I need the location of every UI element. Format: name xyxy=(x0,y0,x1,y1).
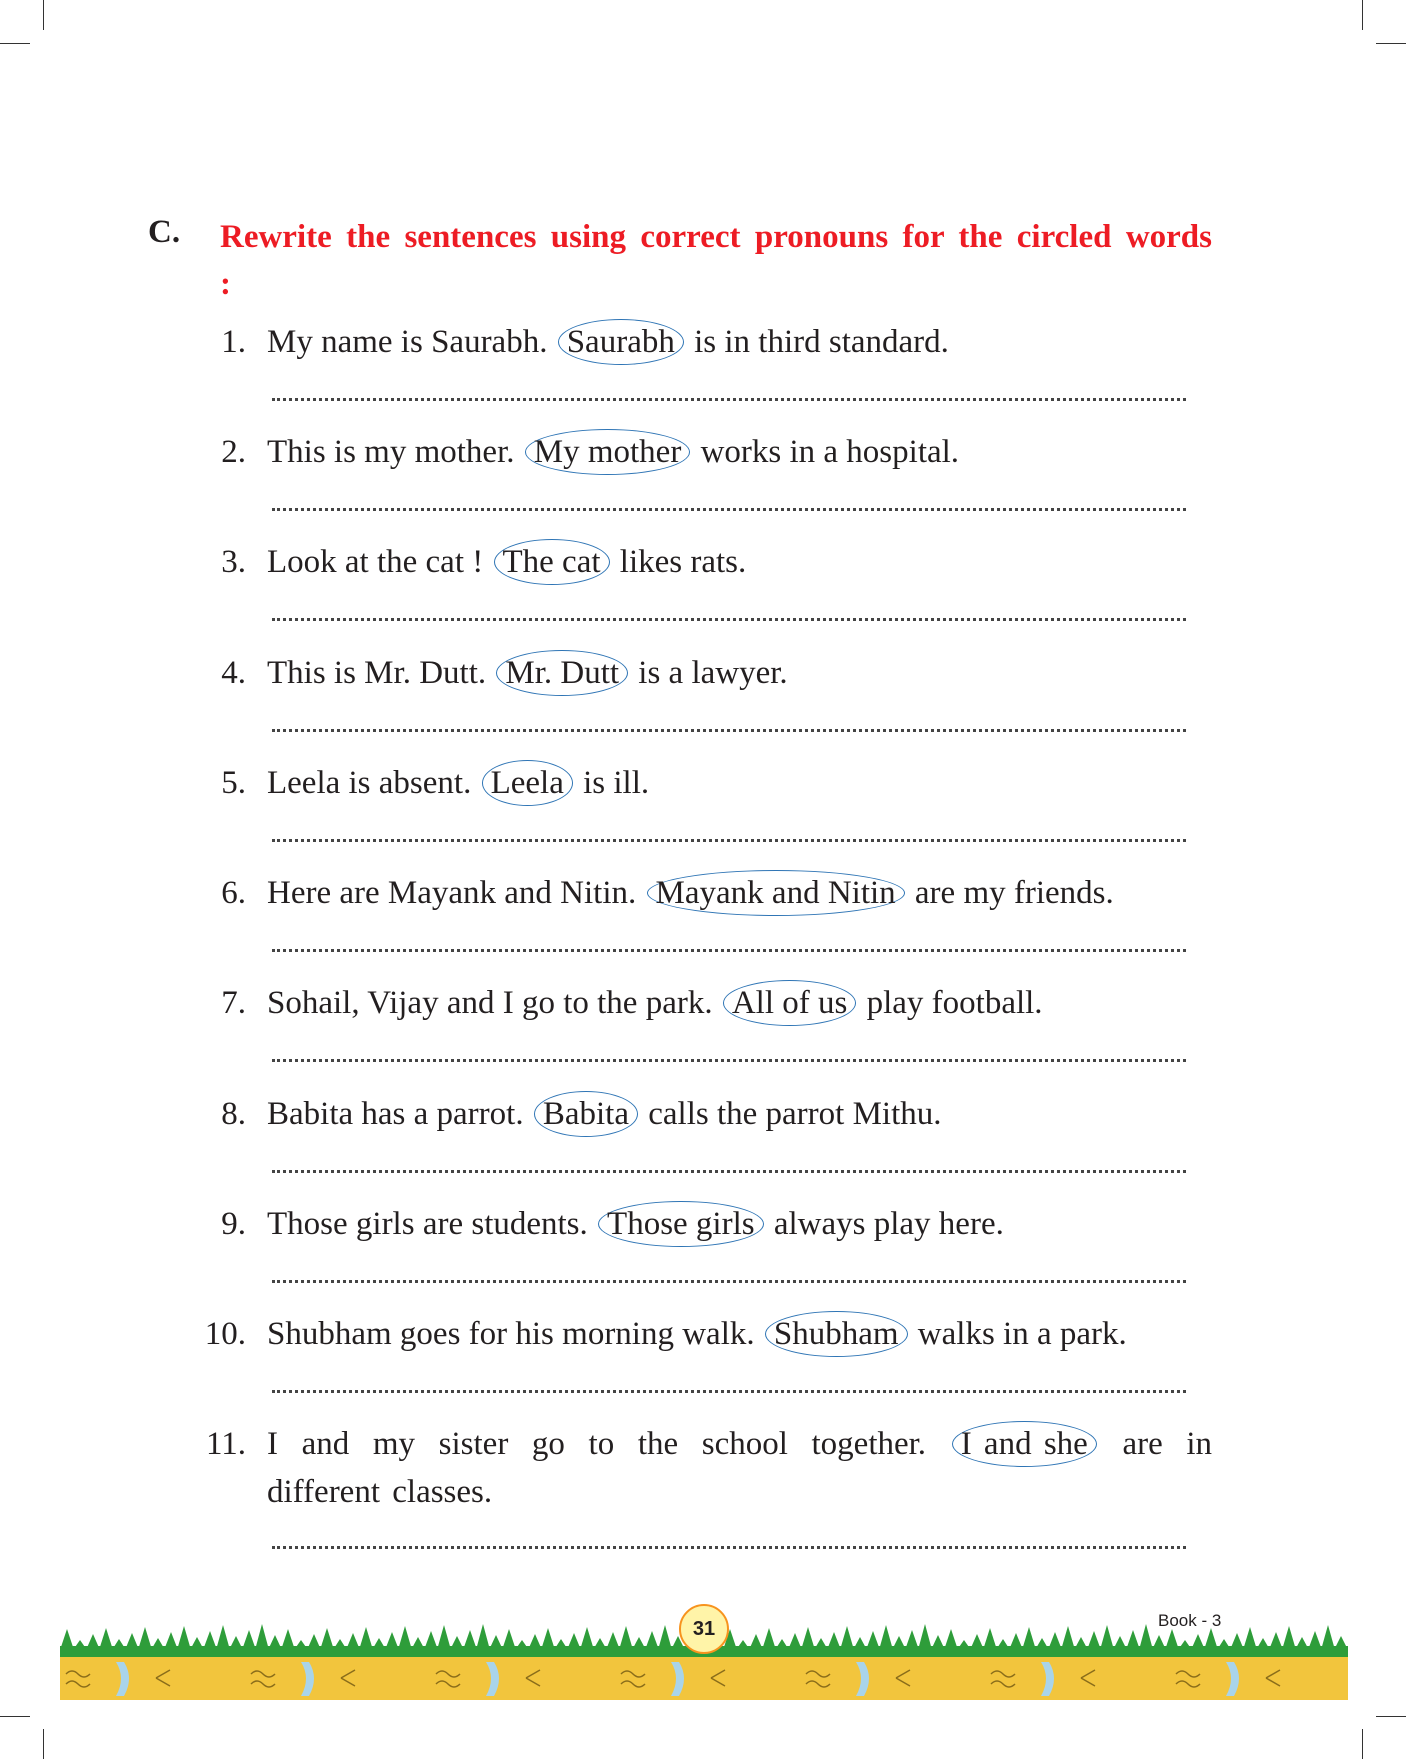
tree-icon xyxy=(229,1636,243,1650)
exercise-item xyxy=(190,1200,1222,1300)
crop-mark xyxy=(43,0,44,30)
answer-line[interactable] xyxy=(272,949,1186,952)
exercise-heading: Rewrite the sentences using correct pronouns for the circled words : xyxy=(220,219,1212,302)
item-number: 1. xyxy=(221,324,246,360)
tree-icon xyxy=(801,1627,815,1650)
circled-word: The cat xyxy=(494,539,610,585)
tree-icon xyxy=(957,1640,971,1650)
sentence-text: always play here. xyxy=(765,1206,1004,1242)
tree-icon xyxy=(944,1629,958,1650)
tree-icon xyxy=(463,1630,477,1650)
sentence-text: play football. xyxy=(858,985,1043,1021)
sentence-text: Shubham goes for his morning walk. xyxy=(267,1316,763,1352)
tree-icon xyxy=(996,1639,1010,1650)
item-sentence xyxy=(267,759,1212,807)
answer-line[interactable] xyxy=(272,1170,1186,1173)
tree-icon xyxy=(1165,1629,1179,1650)
tree-icon xyxy=(1204,1628,1218,1650)
tree-icon xyxy=(1048,1632,1062,1650)
item-number: 5. xyxy=(221,765,246,801)
tree-icon xyxy=(1139,1624,1153,1650)
circled-word: All of us xyxy=(723,980,857,1026)
tree-icon xyxy=(606,1632,620,1650)
exercise-item xyxy=(190,649,1222,749)
circled-word: Those girls xyxy=(598,1201,764,1247)
item-sentence xyxy=(267,538,1212,586)
item-number: 4. xyxy=(221,655,246,691)
tree-icon xyxy=(112,1639,126,1650)
exercise-item xyxy=(190,979,1222,1079)
tree-icon xyxy=(177,1626,191,1650)
exercise-item xyxy=(190,1310,1222,1410)
exercise-item xyxy=(190,538,1222,638)
tree-icon xyxy=(1191,1634,1205,1650)
item-sentence xyxy=(267,1090,1212,1138)
sentence-text: works in a hospital. xyxy=(692,434,960,470)
tree-icon xyxy=(931,1635,945,1650)
tree-icon xyxy=(840,1626,854,1650)
tree-icon xyxy=(1295,1637,1309,1650)
tree-icon xyxy=(632,1637,646,1650)
answer-line[interactable] xyxy=(272,1059,1186,1062)
item-sentence xyxy=(267,1420,1212,1516)
tree-icon xyxy=(1282,1626,1296,1650)
tree-icon xyxy=(1230,1633,1244,1650)
tree-icon xyxy=(658,1625,672,1650)
tree-icon xyxy=(1308,1631,1322,1650)
answer-line[interactable] xyxy=(272,839,1186,842)
item-sentence xyxy=(267,869,1212,917)
tree-icon xyxy=(216,1625,230,1650)
tree-icon xyxy=(645,1631,659,1650)
answer-line[interactable] xyxy=(272,398,1186,401)
sentence-text: calls the parrot Mithu. xyxy=(639,1096,942,1132)
tree-icon xyxy=(398,1626,412,1650)
exercise-item xyxy=(190,428,1222,528)
circled-word: Shubham xyxy=(765,1311,908,1357)
tree-icon xyxy=(73,1640,87,1650)
tree-icon xyxy=(1009,1633,1023,1650)
tree-icon xyxy=(1035,1638,1049,1650)
tree-icon xyxy=(1113,1636,1127,1650)
crop-mark xyxy=(1376,1716,1406,1717)
crop-mark xyxy=(1362,1729,1363,1759)
sentence-text: This is my mother. xyxy=(267,434,523,470)
sentence-text: Look at the cat ! xyxy=(267,544,492,580)
item-sentence xyxy=(267,318,1212,366)
tree-icon xyxy=(554,1639,568,1650)
item-sentence xyxy=(267,649,1212,697)
tree-icon xyxy=(879,1625,893,1650)
tree-icon xyxy=(515,1640,529,1650)
tree-icon xyxy=(1269,1632,1283,1650)
circled-word: I and she xyxy=(952,1421,1097,1467)
circled-word: My mother xyxy=(525,429,691,475)
item-number: 11. xyxy=(205,1426,246,1462)
tree-icon xyxy=(502,1629,516,1650)
tree-icon xyxy=(1074,1637,1088,1650)
tree-icon xyxy=(1178,1640,1192,1650)
tree-icon xyxy=(424,1631,438,1650)
tree-icon xyxy=(333,1639,347,1650)
crop-mark xyxy=(0,43,30,44)
tree-icon xyxy=(1022,1627,1036,1650)
tree-icon xyxy=(853,1637,867,1650)
sentence-text: are in different classes. xyxy=(267,1426,1213,1510)
tree-icon xyxy=(1334,1636,1348,1650)
item-number: 2. xyxy=(221,434,246,470)
answer-line[interactable] xyxy=(272,618,1186,621)
tree-icon xyxy=(619,1626,633,1650)
tree-icon xyxy=(1217,1639,1231,1650)
tree-icon xyxy=(372,1638,386,1650)
tree-icon xyxy=(528,1634,542,1650)
circled-word: Saurabh xyxy=(558,319,684,365)
tree-icon xyxy=(1087,1631,1101,1650)
circled-word: Leela xyxy=(482,760,573,806)
sentence-text: Here are Mayank and Nitin. xyxy=(267,875,645,911)
circled-word: Mr. Dutt xyxy=(496,650,628,696)
sentence-text: are my friends. xyxy=(906,875,1114,911)
sentence-text: Sohail, Vijay and I go to the park. xyxy=(267,985,721,1021)
tree-icon xyxy=(1126,1630,1140,1650)
tree-icon xyxy=(268,1635,282,1650)
answer-line[interactable] xyxy=(272,508,1186,511)
sentence-text: Those girls are students. xyxy=(267,1206,597,1242)
sentence-text: walks in a park. xyxy=(909,1316,1127,1352)
section-letter: C. xyxy=(148,214,181,250)
tree-icon xyxy=(99,1628,113,1650)
tree-icon xyxy=(476,1624,490,1650)
tree-icon xyxy=(281,1629,295,1650)
item-number: 8. xyxy=(221,1096,246,1132)
tree-icon xyxy=(1100,1625,1114,1650)
tree-icon xyxy=(294,1640,308,1650)
item-number: 7. xyxy=(221,985,246,1021)
tree-icon xyxy=(1152,1635,1166,1650)
tree-icon xyxy=(190,1637,204,1650)
tree-icon xyxy=(1321,1625,1335,1650)
tree-icon xyxy=(151,1638,165,1650)
tree-icon xyxy=(580,1627,594,1650)
tree-icon xyxy=(749,1634,763,1650)
tree-icon xyxy=(164,1632,178,1650)
crop-mark xyxy=(43,1729,44,1759)
sentence-text: is in third standard. xyxy=(685,324,949,360)
sentence-text: is a lawyer. xyxy=(630,655,788,691)
tree-icon xyxy=(866,1631,880,1650)
sand-strip xyxy=(60,1657,1348,1700)
tree-icon xyxy=(242,1630,256,1650)
item-sentence xyxy=(267,1310,1212,1358)
tree-icon xyxy=(905,1630,919,1650)
tree-icon xyxy=(411,1637,425,1650)
answer-line[interactable] xyxy=(272,1280,1186,1283)
tree-icon xyxy=(814,1638,828,1650)
answer-line[interactable] xyxy=(272,1390,1186,1393)
tree-icon xyxy=(125,1633,139,1650)
sentence-text: My name is Saurabh. xyxy=(267,324,556,360)
tree-icon xyxy=(346,1633,360,1650)
circled-word: Mayank and Nitin xyxy=(647,870,905,916)
tree-icon xyxy=(788,1633,802,1650)
sentence-text: is ill. xyxy=(574,765,650,801)
item-sentence xyxy=(267,428,1212,476)
tree-icon xyxy=(450,1636,464,1650)
tree-icon xyxy=(307,1634,321,1650)
tree-icon xyxy=(983,1628,997,1650)
tree-icon xyxy=(60,1629,74,1650)
tree-icon xyxy=(762,1628,776,1650)
sentence-text: likes rats. xyxy=(611,544,747,580)
item-number: 6. xyxy=(221,875,246,911)
item-sentence xyxy=(267,1200,1212,1248)
tree-icon xyxy=(593,1638,607,1650)
tree-icon xyxy=(86,1634,100,1650)
tree-icon xyxy=(359,1627,373,1650)
tree-icon xyxy=(541,1628,555,1650)
item-number: 10. xyxy=(204,1316,246,1352)
sentence-text: This is Mr. Dutt. xyxy=(267,655,495,691)
tree-icon xyxy=(736,1640,750,1650)
crop-mark xyxy=(1362,0,1363,30)
tree-icon xyxy=(775,1639,789,1650)
tree-icon xyxy=(1061,1626,1075,1650)
tree-icon xyxy=(385,1632,399,1650)
tree-icon xyxy=(255,1624,269,1650)
item-number: 3. xyxy=(221,544,246,580)
tree-icon xyxy=(970,1634,984,1650)
crop-mark xyxy=(0,1716,30,1717)
tree-icon xyxy=(489,1635,503,1650)
answer-line[interactable] xyxy=(272,729,1186,732)
crop-mark xyxy=(1376,43,1406,44)
tree-icon xyxy=(827,1632,841,1650)
tree-icon xyxy=(203,1631,217,1650)
tree-icon xyxy=(1243,1627,1257,1650)
book-label: Book - 3 xyxy=(1158,1611,1222,1630)
exercise-item xyxy=(190,1090,1222,1190)
exercise-item xyxy=(190,318,1222,418)
answer-line[interactable] xyxy=(272,1546,1186,1549)
tree-icon xyxy=(437,1625,451,1650)
tree-icon xyxy=(918,1624,932,1650)
exercise-item xyxy=(190,869,1222,969)
sentence-text: I and my sister go to the school together. xyxy=(267,1426,950,1462)
tree-icon xyxy=(1256,1638,1270,1650)
tree-icon xyxy=(138,1627,152,1650)
exercise-item xyxy=(190,1420,1222,1540)
tree-icon xyxy=(320,1628,334,1650)
page-number: 31 xyxy=(679,1604,729,1654)
tree-icon xyxy=(567,1633,581,1650)
circled-word: Babita xyxy=(534,1091,638,1137)
item-sentence xyxy=(267,979,1212,1027)
exercise-item xyxy=(190,759,1222,859)
sentence-text: Leela is absent. xyxy=(267,765,480,801)
item-number: 9. xyxy=(221,1206,246,1242)
sentence-text: Babita has a parrot. xyxy=(267,1096,532,1132)
tree-icon xyxy=(892,1636,906,1650)
